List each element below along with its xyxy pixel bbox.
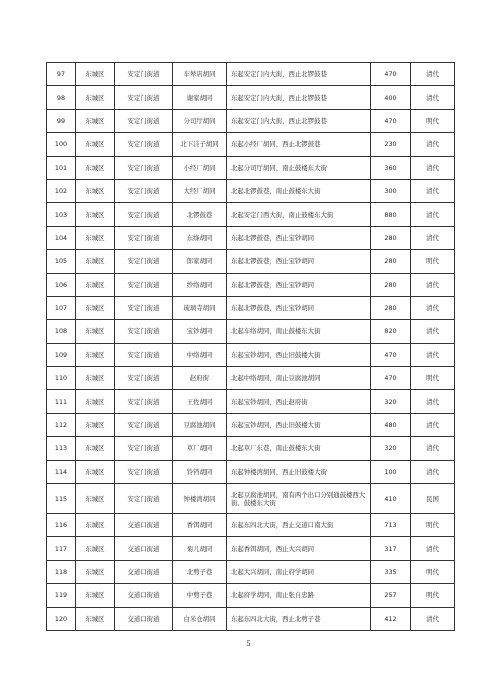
table-row	[47, 537, 455, 560]
hutong-list-table	[46, 62, 455, 631]
length-cell: 280	[371, 296, 411, 319]
length-cell: 280	[371, 250, 411, 273]
extent-cell: 东起北锣鼓巷，西止宝钞胡同	[227, 296, 371, 319]
district-cell: 东城区	[76, 537, 115, 560]
length-cell: 470	[371, 343, 411, 366]
row-number-cell: 108	[47, 320, 76, 343]
table-row	[47, 133, 455, 156]
extent-cell: 北起中络胡同，南止豆腐池胡同	[227, 367, 371, 390]
hutong-name-cell: 中络胡同	[173, 343, 227, 366]
hutong-name-cell: 豆腐池胡同	[173, 413, 227, 436]
length-cell: 412	[371, 607, 411, 630]
district-cell: 东城区	[76, 584, 115, 607]
extent-cell: 东起北锣鼓巷，西止宝钞胡同	[227, 273, 371, 296]
hutong-name-cell: 琉璃寺胡同	[173, 296, 227, 319]
extent-cell: 东起宝钞胡同，西止旧鼓楼大街	[227, 413, 371, 436]
table-row	[47, 226, 455, 249]
hutong-name-cell: 赵府街	[173, 367, 227, 390]
extent-cell: 北起豆腐池胡同，南有两个出口分别通鼓楼西大街、鼓楼东大街	[227, 484, 371, 514]
table-row	[47, 109, 455, 132]
table-row	[47, 413, 455, 436]
row-number-cell: 118	[47, 560, 76, 583]
length-cell: 280	[371, 273, 411, 296]
district-cell: 东城区	[76, 86, 115, 109]
hutong-name-cell: 车辇店胡同	[173, 63, 227, 86]
table-row	[47, 514, 455, 537]
era-cell: 明代	[411, 109, 455, 132]
hutong-name-cell: 北下洼子胡同	[173, 133, 227, 156]
district-cell: 东城区	[76, 203, 115, 226]
hutong-name-cell: 小经厂胡同	[173, 156, 227, 179]
row-number-cell: 119	[47, 584, 76, 607]
extent-cell: 东起安定门内大街，西止北锣鼓巷	[227, 109, 371, 132]
era-cell: 清代	[411, 273, 455, 296]
table-row	[47, 156, 455, 179]
street-cell: 交道口街道	[115, 607, 173, 630]
street-cell: 交道口街道	[115, 560, 173, 583]
length-cell: 280	[371, 226, 411, 249]
hutong-name-cell: 白米仓胡同	[173, 607, 227, 630]
length-cell: 880	[371, 203, 411, 226]
table-row	[47, 296, 455, 319]
street-cell: 安定门街道	[115, 320, 173, 343]
row-number-cell: 106	[47, 273, 76, 296]
street-cell: 安定门街道	[115, 179, 173, 202]
district-cell: 东城区	[76, 390, 115, 413]
length-cell: 400	[371, 86, 411, 109]
street-cell: 安定门街道	[115, 226, 173, 249]
hutong-name-cell: 菊儿胡同	[173, 537, 227, 560]
street-cell: 安定门街道	[115, 203, 173, 226]
district-cell: 东城区	[76, 437, 115, 460]
hutong-name-cell: 谢家胡同	[173, 86, 227, 109]
era-cell: 清代	[411, 320, 455, 343]
street-cell: 安定门街道	[115, 109, 173, 132]
table-row	[47, 607, 455, 630]
hutong-name-cell: 中剪子巷	[173, 584, 227, 607]
row-number-cell: 101	[47, 156, 76, 179]
row-number-cell: 104	[47, 226, 76, 249]
era-cell: 清代	[411, 63, 455, 86]
hutong-name-cell: 纱络胡同	[173, 273, 227, 296]
era-cell: 清代	[411, 460, 455, 483]
row-number-cell: 105	[47, 250, 76, 273]
district-cell: 东城区	[76, 367, 115, 390]
extent-cell: 东起安定门内大街，西止北锣鼓巷	[227, 86, 371, 109]
table-row	[47, 367, 455, 390]
row-number-cell: 115	[47, 484, 76, 514]
extent-cell: 北起府学胡同，南止张自忠路	[227, 584, 371, 607]
row-number-cell: 102	[47, 179, 76, 202]
street-cell: 安定门街道	[115, 156, 173, 179]
table-row	[47, 86, 455, 109]
length-cell: 320	[371, 390, 411, 413]
district-cell: 东城区	[76, 460, 115, 483]
district-cell: 东城区	[76, 179, 115, 202]
length-cell: 317	[371, 537, 411, 560]
era-cell: 明代	[411, 514, 455, 537]
hutong-name-cell: 铃铛胡同	[173, 460, 227, 483]
era-cell: 清代	[411, 390, 455, 413]
era-cell: 清代	[411, 156, 455, 179]
extent-cell: 东起北锣鼓巷，西止宝钞胡同	[227, 226, 371, 249]
extent-cell: 东起香饵胡同，西止大兴胡同	[227, 537, 371, 560]
extent-cell: 东起宝钞胡同，西止旧鼓楼大街	[227, 343, 371, 366]
table-row	[47, 179, 455, 202]
extent-cell: 东起小经厂胡同，西止北锣鼓巷	[227, 133, 371, 156]
length-cell: 320	[371, 437, 411, 460]
era-cell: 清代	[411, 296, 455, 319]
table-row	[47, 460, 455, 483]
era-cell: 民国	[411, 484, 455, 514]
street-cell: 安定门街道	[115, 460, 173, 483]
row-number-cell: 103	[47, 203, 76, 226]
table-row	[47, 63, 455, 86]
extent-cell: 东起北锣鼓巷，西止宝钞胡同	[227, 250, 371, 273]
table-row	[47, 250, 455, 273]
district-cell: 东城区	[76, 484, 115, 514]
extent-cell: 东起安定门内大街，西止北锣鼓巷	[227, 63, 371, 86]
table-row	[47, 203, 455, 226]
street-cell: 安定门街道	[115, 437, 173, 460]
district-cell: 东城区	[76, 514, 115, 537]
district-cell: 东城区	[76, 560, 115, 583]
district-cell: 东城区	[76, 63, 115, 86]
table-row	[47, 320, 455, 343]
row-number-cell: 113	[47, 437, 76, 460]
length-cell: 100	[371, 460, 411, 483]
hutong-name-cell: 香饵胡同	[173, 514, 227, 537]
length-cell: 335	[371, 560, 411, 583]
hutong-name-cell: 北剪子巷	[173, 560, 227, 583]
row-number-cell: 109	[47, 343, 76, 366]
extent-cell: 东起宝钞胡同，西止赵府街	[227, 390, 371, 413]
row-number-cell: 97	[47, 63, 76, 86]
street-cell: 交道口街道	[115, 537, 173, 560]
length-cell: 300	[371, 179, 411, 202]
page-number: 5	[246, 640, 251, 648]
row-number-cell: 120	[47, 607, 76, 630]
table-row	[47, 390, 455, 413]
extent-cell: 北起安定门西大街，南止鼓楼东大街	[227, 203, 371, 226]
length-cell: 470	[371, 109, 411, 132]
row-number-cell: 110	[47, 367, 76, 390]
length-cell: 480	[371, 413, 411, 436]
hutong-name-cell: 北锣鼓巷	[173, 203, 227, 226]
street-cell: 安定门街道	[115, 250, 173, 273]
table-row	[47, 343, 455, 366]
era-cell: 清代	[411, 413, 455, 436]
street-cell: 安定门街道	[115, 484, 173, 514]
street-cell: 安定门街道	[115, 390, 173, 413]
hutong-name-cell: 大经厂胡同	[173, 179, 227, 202]
row-number-cell: 98	[47, 86, 76, 109]
street-cell: 交道口街道	[115, 584, 173, 607]
hutong-name-cell: 分司厅胡同	[173, 109, 227, 132]
district-cell: 东城区	[76, 133, 115, 156]
district-cell: 东城区	[76, 296, 115, 319]
era-cell: 清代	[411, 86, 455, 109]
street-cell: 安定门街道	[115, 63, 173, 86]
length-cell: 470	[371, 367, 411, 390]
row-number-cell: 116	[47, 514, 76, 537]
district-cell: 东城区	[76, 226, 115, 249]
row-number-cell: 107	[47, 296, 76, 319]
row-number-cell: 99	[47, 109, 76, 132]
extent-cell: 北起草厂东巷，南止鼓楼东大街	[227, 437, 371, 460]
table-body	[47, 63, 455, 631]
hutong-name-cell: 王佐胡同	[173, 390, 227, 413]
era-cell: 明代	[411, 367, 455, 390]
street-cell: 安定门街道	[115, 343, 173, 366]
extent-cell: 北起北锣鼓巷，南止鼓楼东大街	[227, 179, 371, 202]
length-cell: 257	[371, 584, 411, 607]
hutong-name-cell: 草厂胡同	[173, 437, 227, 460]
street-cell: 安定门街道	[115, 273, 173, 296]
table-row	[47, 584, 455, 607]
length-cell: 230	[371, 133, 411, 156]
table-row	[47, 437, 455, 460]
era-cell: 清代	[411, 179, 455, 202]
street-cell: 交道口街道	[115, 514, 173, 537]
length-cell: 820	[371, 320, 411, 343]
extent-cell: 北起车络胡同，南止鼓楼东大街	[227, 320, 371, 343]
street-cell: 安定门街道	[115, 296, 173, 319]
table-row	[47, 560, 455, 583]
era-cell: 清代	[411, 537, 455, 560]
table-row	[47, 484, 455, 514]
row-number-cell: 114	[47, 460, 76, 483]
street-cell: 安定门街道	[115, 86, 173, 109]
street-cell: 安定门街道	[115, 133, 173, 156]
hutong-name-cell: 宝钞胡同	[173, 320, 227, 343]
hutong-name-cell: 东绦胡同	[173, 226, 227, 249]
district-cell: 东城区	[76, 250, 115, 273]
district-cell: 东城区	[76, 320, 115, 343]
extent-cell: 东起东四北大街，西止交道口南大街	[227, 514, 371, 537]
era-cell: 明代	[411, 250, 455, 273]
length-cell: 410	[371, 484, 411, 514]
district-cell: 东城区	[76, 109, 115, 132]
era-cell: 清代	[411, 133, 455, 156]
row-number-cell: 100	[47, 133, 76, 156]
era-cell: 清代	[411, 437, 455, 460]
street-cell: 安定门街道	[115, 413, 173, 436]
era-cell: 清代	[411, 226, 455, 249]
street-cell: 安定门街道	[115, 367, 173, 390]
era-cell: 明代	[411, 584, 455, 607]
era-cell: 清代	[411, 607, 455, 630]
hutong-name-cell: 钟楼湾胡同	[173, 484, 227, 514]
extent-cell: 东起钟楼湾胡同，西止旧鼓楼大街	[227, 460, 371, 483]
row-number-cell: 112	[47, 413, 76, 436]
district-cell: 东城区	[76, 156, 115, 179]
era-cell: 清代	[411, 203, 455, 226]
length-cell: 713	[371, 514, 411, 537]
district-cell: 东城区	[76, 413, 115, 436]
row-number-cell: 111	[47, 390, 76, 413]
era-cell: 清代	[411, 343, 455, 366]
district-cell: 东城区	[76, 273, 115, 296]
extent-cell: 东起东四北大街，西止北剪子巷	[227, 607, 371, 630]
length-cell: 360	[371, 156, 411, 179]
era-cell: 明代	[411, 560, 455, 583]
hutong-name-cell: 郎家胡同	[173, 250, 227, 273]
extent-cell: 北起分司厅胡同，南止鼓楼东大街	[227, 156, 371, 179]
extent-cell: 北起大兴胡同，南止府学胡同	[227, 560, 371, 583]
length-cell: 470	[371, 63, 411, 86]
district-cell: 东城区	[76, 343, 115, 366]
row-number-cell: 117	[47, 537, 76, 560]
district-cell: 东城区	[76, 607, 115, 630]
table-row	[47, 273, 455, 296]
